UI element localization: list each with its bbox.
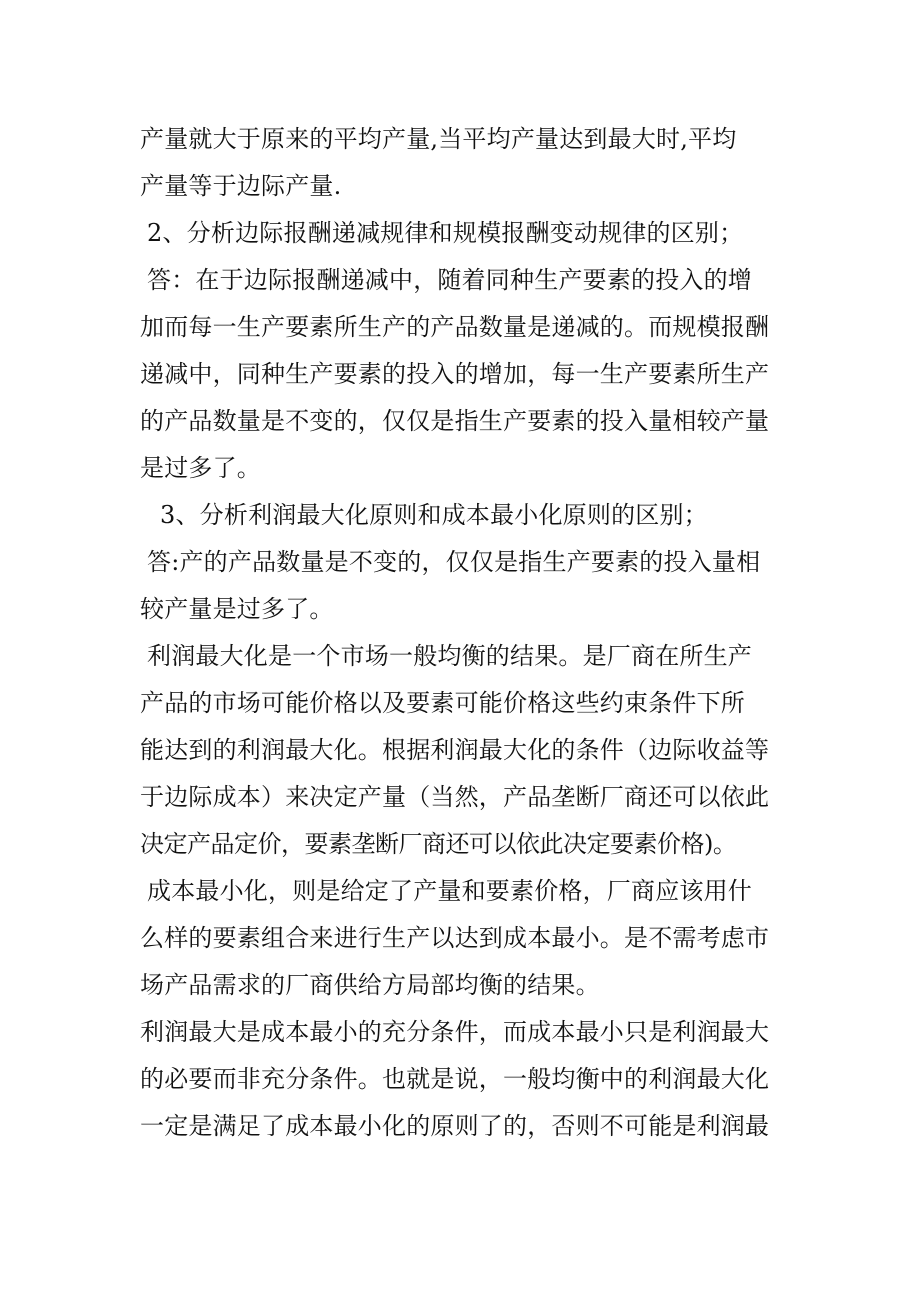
text-line: 是过多了。 xyxy=(140,454,261,482)
text-line: 么样的要素组合来进行生产以达到成本最小。是不需考虑市 xyxy=(140,924,770,952)
question-heading: 3、分析利润最大化原则和成本最小化原则的区别； xyxy=(160,501,708,529)
text-line: 能达到的利润最大化。根据利润最大化的条件（边际收益等 xyxy=(140,736,770,764)
question-heading: 2、分析边际报酬递减规律和规模报酬变动规律的区别； xyxy=(147,219,744,247)
text-line: 产量就大于原来的平均产量,当平均产量达到最大时,平均 xyxy=(140,125,737,153)
text-line: 产品的市场可能价格以及要素可能价格这些约束条件下所 xyxy=(140,689,745,717)
paragraph-start: 利润最大是成本最小的充分条件，而成本最小只是利润最大 xyxy=(140,1018,770,1046)
text-line: 一定是满足了成本最小化的原则了的，否则不可能是利润最 xyxy=(140,1112,770,1140)
text-line: 于边际成本）来决定产量（当然，产品垄断厂商还可以依此 xyxy=(140,783,770,811)
text-line: 的必要而非充分条件。也就是说，一般均衡中的利润最大化 xyxy=(140,1065,770,1093)
answer-line: 答：在于边际报酬递减中，随着同种生产要素的投入的增 xyxy=(147,266,752,294)
text-line: 较产量是过多了。 xyxy=(140,595,334,623)
text-line: 产量等于边际产量. xyxy=(140,172,342,200)
text-line: 的产品数量是不变的，仅仅是指生产要素的投入量相较产量 xyxy=(140,407,770,435)
text-line: 递减中，同种生产要素的投入的增加，每一生产要素所生产 xyxy=(140,360,770,388)
text-line: 加而每一生产要素所生产的产品数量是递减的。而规模报酬 xyxy=(140,313,770,341)
document-body xyxy=(140,116,790,1150)
text-line: 场产品需求的厂商供给方局部均衡的结果。 xyxy=(140,971,600,999)
answer-line: 答:产的产品数量是不变的，仅仅是指生产要素的投入量相 xyxy=(147,548,761,576)
text-line: 决定产品定价，要素垄断厂商还可以依此决定要素价格)。 xyxy=(140,830,737,858)
paragraph-start: 成本最小化，则是给定了产量和要素价格，厂商应该用什 xyxy=(147,877,752,905)
paragraph-start: 利润最大化是一个市场一般均衡的结果。是厂商在所生产 xyxy=(147,642,752,670)
